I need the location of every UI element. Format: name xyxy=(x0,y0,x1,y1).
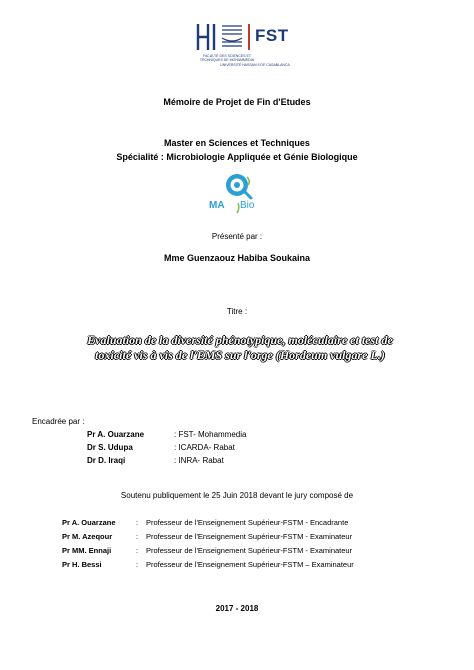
jury-role: Professeur de l'Enseignement Supérieur-FSTM – Examinateur xyxy=(146,560,354,569)
supervisor-name: Dr S. Udupa xyxy=(87,443,133,452)
jury-role: Professeur de l'Enseignement Supérieur-FSTM - Examinateur xyxy=(146,546,353,555)
titre-label: Titre : xyxy=(226,307,248,316)
logo-caption-university: UNIVERSITÉ HASSAN II DE CASABLANCA xyxy=(220,63,290,67)
jury-separator: : xyxy=(136,518,139,527)
jury-name: Pr A. Ouarzane xyxy=(62,518,116,527)
memoire-heading: Mémoire de Projet de Fin d'Etudes xyxy=(163,97,311,107)
master-heading: Master en Sciences et Techniques xyxy=(164,138,310,148)
supervisor-affiliation: : ICARDA- Rabat xyxy=(174,443,235,452)
jury-separator: : xyxy=(136,532,139,541)
supervisor-affiliation: : FST- Mohammedia xyxy=(174,430,247,439)
thesis-title-line-2: toxicité vis à vis de l'EMS sur l'orge (Hordeum vulgare L.) xyxy=(95,348,385,362)
jury-separator: : xyxy=(136,560,139,569)
academic-year: 2017 - 2018 xyxy=(215,604,259,613)
supervisor-name: Dr D. Iraqi xyxy=(87,456,126,465)
madbio-text-bio: Bio xyxy=(240,200,255,211)
madbio-logo xyxy=(207,173,273,217)
madbio-text-ma: MA xyxy=(209,200,225,211)
university-logo xyxy=(194,22,294,77)
jury-role: Professeur de l'Enseignement Supérieur-FSTM - Encadrante xyxy=(146,518,349,527)
soutenu-text: Soutenu publiquement le 25 Juin 2018 devant le jury composé de xyxy=(120,491,354,500)
supervisor-affiliation: : INRA- Rabat xyxy=(174,456,224,465)
jury-separator: : xyxy=(136,546,139,555)
logo-caption: FACULTÉ DES SCIENCES ET TECHNIQUES DE MOHAMMEDIA xyxy=(199,54,255,63)
jury-name: Pr M. Azeqour xyxy=(62,532,113,541)
specialite-heading: Spécialité : Microbiologie Appliquée et Génie Biologique xyxy=(116,152,358,162)
h2-monogram-icon xyxy=(194,22,248,52)
supervisor-name: Pr A. Ouarzane xyxy=(87,430,145,439)
logo-fst-text: FST xyxy=(255,26,289,45)
presente-par-label: Présenté par : xyxy=(211,232,263,241)
encadree-label: Encadrée par : xyxy=(32,417,85,426)
author-name: Mme Guenzaouz Habiba Soukaina xyxy=(163,253,311,263)
thesis-title xyxy=(40,333,440,363)
jury-name: Pr H. Bessi xyxy=(62,560,102,569)
logo-divider xyxy=(248,24,250,50)
jury-role: Professeur de l'Enseignement Supérieur-FSTM - Examinateur xyxy=(146,532,353,541)
thesis-title-line-1: Evaluation de la diversité phénotypique, moléculaire et test de xyxy=(87,333,393,347)
jury-name: Pr MM. Ennaji xyxy=(62,546,112,555)
